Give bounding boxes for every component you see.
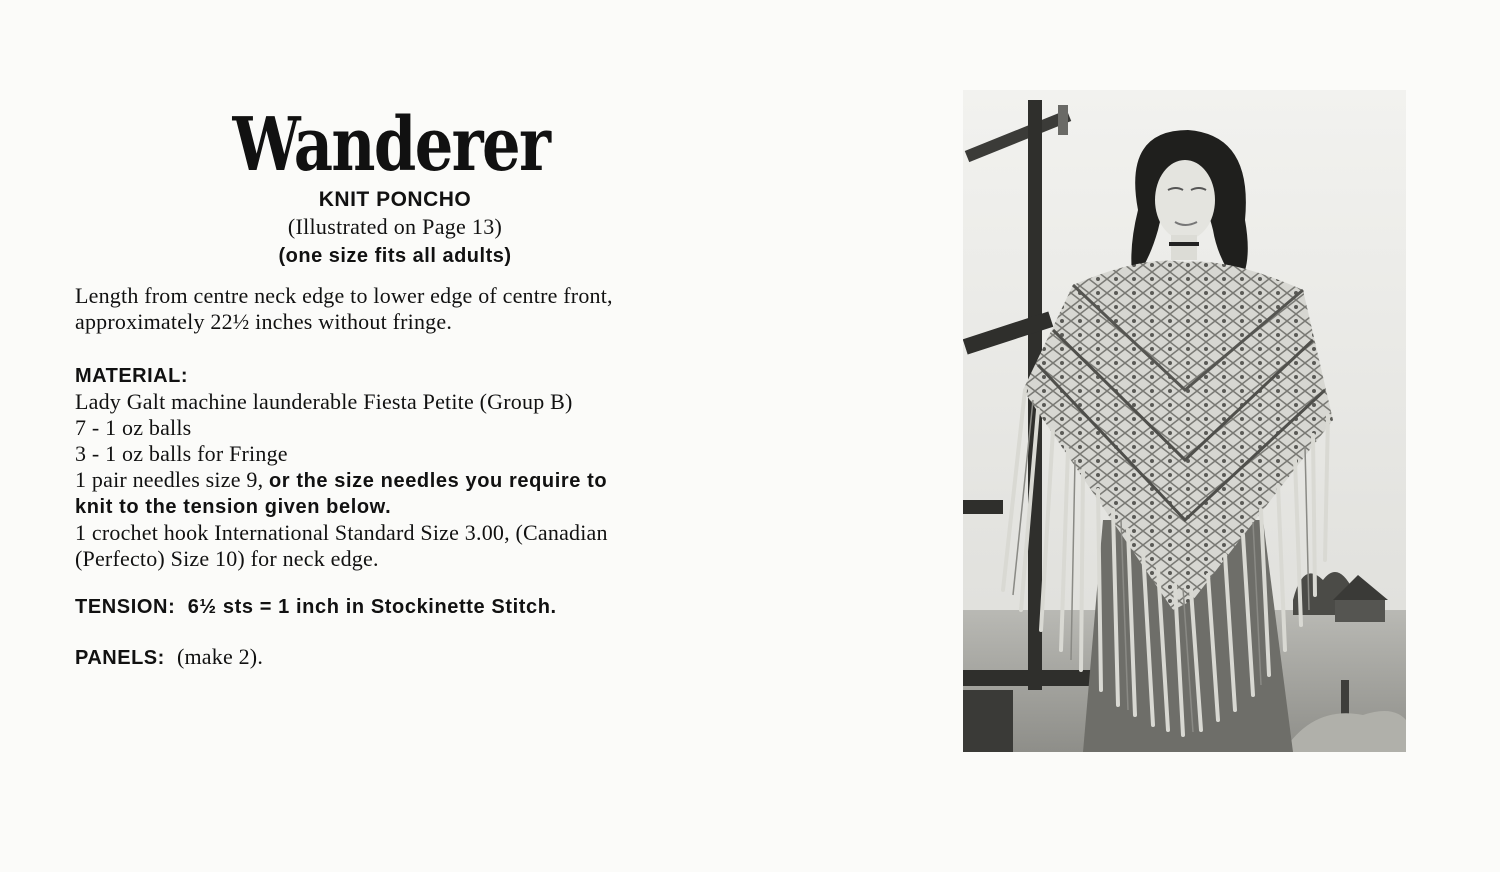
material-hook-2: (Perfecto) Size 10) for neck edge.	[75, 546, 379, 571]
needles-bold-1: or the size needles you require to	[268, 470, 608, 492]
tension-value: 6½ sts = 1 inch in Stockinette Stitch.	[187, 596, 557, 618]
material-list	[75, 389, 715, 572]
model-photo-illustration	[963, 90, 1406, 752]
material-needles	[75, 467, 715, 494]
length-line-2: approximately 22½ inches without fringe.	[75, 309, 453, 334]
illustrated-note: (Illustrated on Page 13)	[287, 214, 503, 239]
pattern-subtitle: KNIT PONCHO	[318, 188, 472, 211]
length-paragraph	[75, 283, 715, 335]
material-hook-1: 1 crochet hook International Standard Size 3.00, (Canadian	[75, 520, 608, 545]
needles-plain: 1 pair needles size 9,	[75, 467, 264, 492]
material-fringe-balls: 3 - 1 oz balls for Fringe	[75, 441, 288, 466]
material-balls: 7 - 1 oz balls	[75, 415, 192, 440]
size-note: (one size fits all adults)	[278, 245, 512, 267]
panels-value: (make 2).	[176, 644, 264, 669]
panels-label: PANELS:	[75, 647, 165, 669]
length-line-1: Length from centre neck edge to lower edge of centre front,	[75, 283, 613, 308]
tension-line	[75, 594, 715, 620]
panels-line	[75, 644, 715, 671]
material-yarn: Lady Galt machine launderable Fiesta Petite (Group B)	[75, 389, 573, 414]
material-heading: MATERIAL:	[75, 365, 188, 387]
model-photo	[963, 90, 1406, 752]
needles-bold-2: knit to the tension given below.	[75, 496, 392, 518]
tension-label: TENSION:	[75, 596, 176, 618]
pattern-title: Wanderer	[232, 102, 550, 188]
pattern-text-column	[75, 102, 715, 671]
